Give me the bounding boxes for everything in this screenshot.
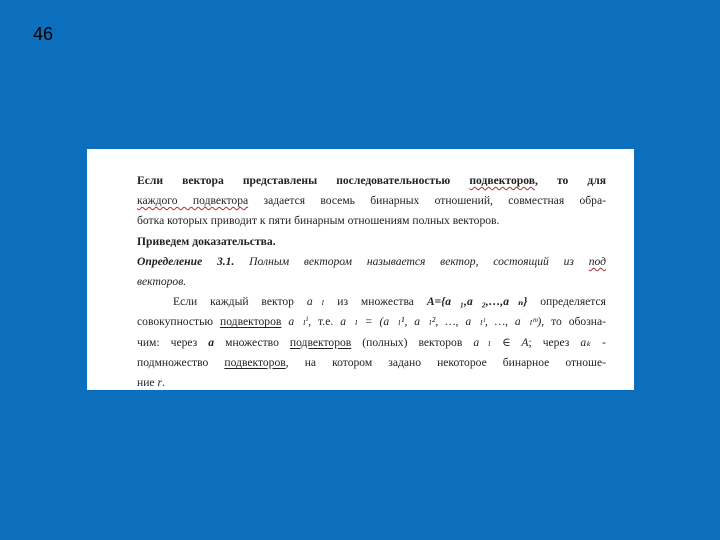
- text-span: , на котором задано некоторое бинарное отноше-: [285, 355, 606, 369]
- text-span: подвекторов: [224, 355, 286, 369]
- math-formula: a⃗ₗ = (a⃗ₗ¹, a⃗ₗ², …, a⃗ₗᵗ, …, a⃗ₗᵐ): [340, 315, 542, 329]
- text-span: , то для: [534, 174, 606, 187]
- math-formula: a⃗ₗⁱ: [281, 315, 309, 329]
- text-span: чим: через: [137, 335, 209, 349]
- doc-line-11: [137, 373, 606, 390]
- text-span: ; через: [528, 335, 581, 349]
- text-span: (полных) векторов: [351, 335, 474, 349]
- definition-label: Определение 3.1.: [137, 254, 235, 268]
- text-span: , то обозна-: [541, 315, 606, 329]
- text-span: подвекторов: [469, 174, 535, 187]
- text-span: под: [588, 254, 606, 268]
- text-span: из множества: [324, 295, 427, 309]
- text-span: Полным вектором называется вектор, состоящий из: [234, 254, 589, 268]
- math-formula: a⃗ₗ: [306, 295, 325, 309]
- text-span: ние: [137, 376, 158, 390]
- text-span: каждого подвектора: [137, 194, 249, 208]
- slide-number: 46: [33, 24, 54, 44]
- doc-line-10: [137, 353, 606, 373]
- text-span: определяется: [527, 295, 606, 309]
- text-span: совокупностью: [137, 315, 220, 329]
- text-span: -: [591, 335, 606, 349]
- math-formula: A={a⃗₁,a⃗₂,…,a⃗ₙ}: [426, 295, 528, 309]
- doc-line-5: [137, 252, 606, 272]
- doc-line-9: [137, 333, 606, 353]
- text-span: задается восемь бинарных отношений, совместная обра-: [248, 194, 606, 208]
- math-formula: a⃗ₗ ∈ A: [473, 335, 529, 349]
- doc-line-2: [137, 191, 606, 211]
- doc-line-4: Приведем доказательства.: [137, 234, 276, 248]
- doc-line-8: [137, 312, 606, 332]
- text-span: .: [161, 376, 165, 390]
- doc-line-1: [137, 171, 606, 191]
- text-span: подмножество: [137, 355, 225, 369]
- math-formula: aₖ: [580, 335, 592, 349]
- text-span: множество: [214, 335, 290, 349]
- text-span: , т.е.: [308, 315, 341, 329]
- text-span: подвекторов: [289, 335, 352, 349]
- text-span: подвекторов: [220, 315, 282, 329]
- math-formula: r: [157, 376, 162, 390]
- doc-line-6: векторов.: [137, 275, 187, 289]
- text-span: Если вектора представлены последовательностью: [137, 174, 470, 187]
- doc-line-7: [137, 292, 606, 312]
- doc-line-3: ботка которых приводит к пяти бинарным отношениям полных векторов.: [137, 214, 500, 228]
- text-span: Если каждый вектор: [173, 295, 307, 309]
- text-span: a: [208, 335, 215, 349]
- document-excerpt: [87, 149, 634, 390]
